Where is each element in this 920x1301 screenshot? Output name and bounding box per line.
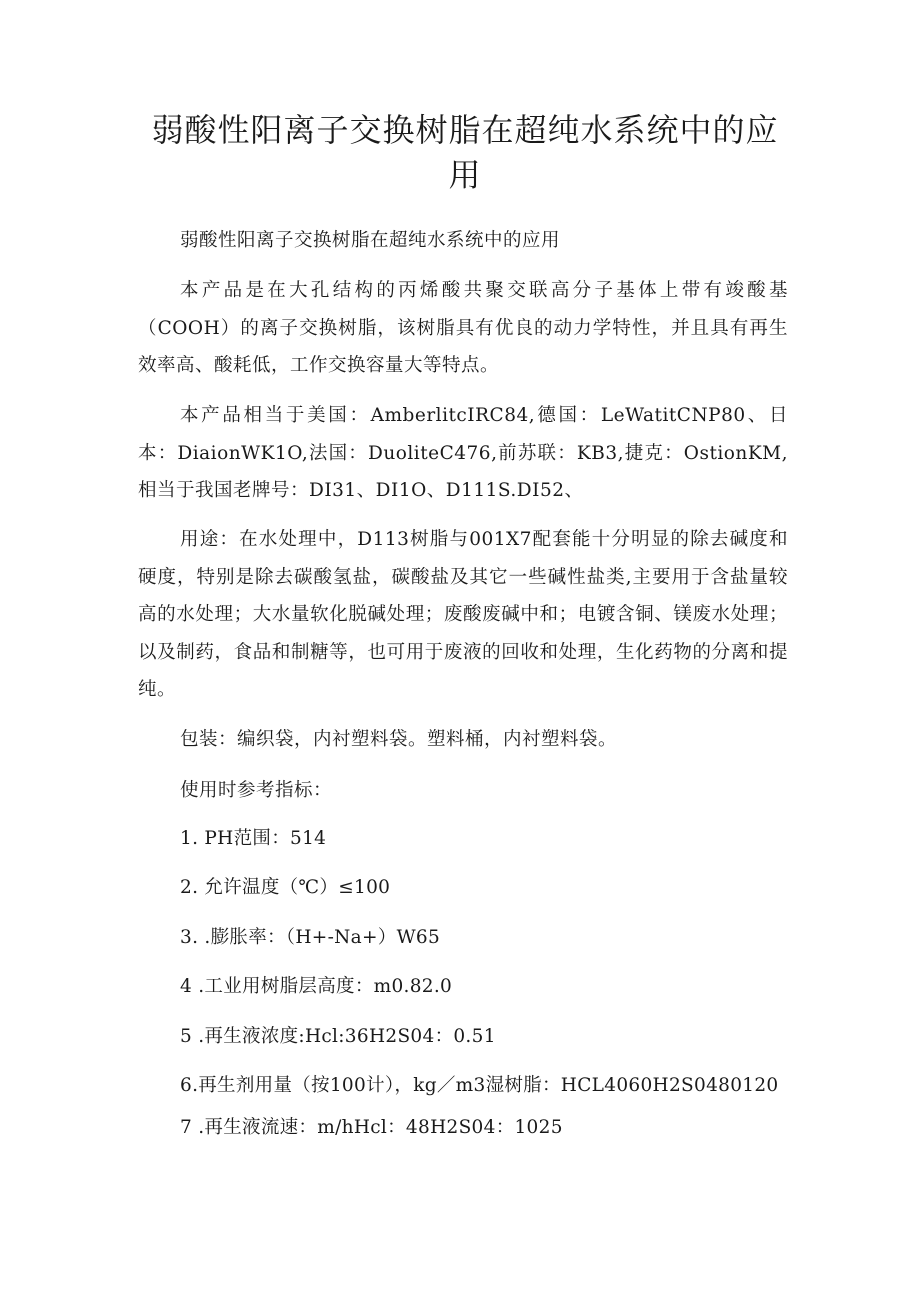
usage-paragraph: 用途：在水处理中，D113树脂与001X7配套能十分明显的除去碱度和硬度，特别是除去碳酸氢盐，碳酸盐及其它一些碱性盐类,主要用于含盐量较高的水处理；大水量软化脱碱处理；废酸废碱中和；电镀含铜、镁废水处理；以及制药，食品和制糖等，也可用于废液的回收和处理，生化药物的分离和提纯。 (138, 529, 788, 700)
indicator-item: 7 .再生液流速：m/hHcl：48H2S04：1025 (180, 1117, 563, 1138)
indicator-item: 2. 允许温度（℃）≤100 (180, 877, 391, 898)
indicator-item: 1. PH范围：514 (180, 828, 327, 849)
indicator-item: 6.再生剂用量（按100计），kg／m3湿树脂：HCL4060H2S0480120 (180, 1075, 779, 1096)
subtitle-paragraph: 弱酸性阳离子交换树脂在超纯水系统中的应用 (180, 230, 561, 251)
indicator-item: 4 .工业用树脂层高度：m0.82.0 (180, 976, 453, 997)
packaging-paragraph: 包装：编织袋，内衬塑料袋。塑料桶，内衬塑料袋。 (180, 729, 618, 750)
equivalents-paragraph: 本产品相当于美国：AmberlitcIRC84,德国：LeWatitCNP80、日本：DiaionWK1O,法国：DuoliteC476,前苏联：KB3,捷克：OstionKM,相当于我国老牌号：DI31、DI1O、D111S.DI52、 (138, 405, 788, 501)
indicator-item: 5 .再生液浓度:Hcl:36H2S04：0.51 (180, 1026, 496, 1047)
document-title: 弱酸性阳离子交换树脂在超纯水系统中的应用 (151, 111, 779, 194)
indicator-item: 3. .膨胀率：（H+-Na+）W65 (180, 927, 441, 948)
indicators-heading: 使用时参考指标： (180, 780, 333, 801)
product-description-paragraph: 本产品是在大孔结构的丙烯酸共聚交联高分子基体上带有竣酸基（COOH）的离子交换树脂，该树脂具有优良的动力学特性，并且具有再生效率高、酸耗低，工作交换容量大等特点。 (138, 280, 788, 376)
